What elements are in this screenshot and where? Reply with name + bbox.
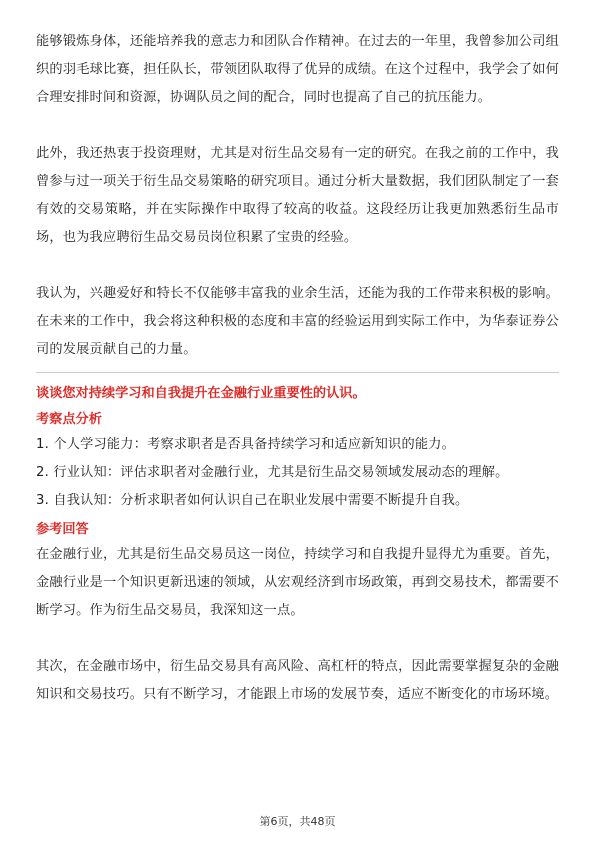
analysis-title: 考察点分析	[36, 412, 102, 427]
answer-paragraph: 其次，在金融市场中，衍生品交易具有高风险、高杠杆的特点，因此需要掌握复杂的金融知识和交易技巧。只有不断学习，才能跟上市场的发展节奏，适应不断变化的市场环境。	[36, 659, 559, 702]
page-footer: 第6页，共48页	[259, 815, 336, 828]
interview-question: 谈谈您对持续学习和自我提升在金融行业重要性的认识。	[36, 386, 366, 401]
paragraph-gap	[36, 252, 559, 280]
analysis-point: 2. 行业认知：评估求职者对金融行业，尤其是衍生品交易领域发展动态的理解。	[36, 465, 509, 480]
paragraph-gap	[36, 112, 559, 140]
analysis-point: 3. 自我认知：分析求职者如何认识自己在职业发展中需要不断提升自我。	[36, 493, 469, 508]
paragraph-gap	[36, 625, 559, 653]
answer-title: 参考回答	[36, 522, 89, 537]
analysis-point: 1. 个人学习能力：考察求职者是否具备持续学习和适应新知识的能力。	[36, 437, 455, 452]
body-paragraph: 我认为，兴趣爱好和特长不仅能够丰富我的业余生活，还能为我的工作带来积极的影响。在未来的工作中，我会将这种积极的态度和丰富的经验运用到实际工作中，为华泰证券公司的发展贡献自己的力量。	[36, 286, 559, 357]
document-page	[36, 28, 559, 709]
body-paragraph: 能够锻炼身体，还能培养我的意志力和团队合作精神。在过去的一年里，我曾参加公司组织的羽毛球比赛，担任队长，带领团队取得了优异的成绩。在这个过程中，我学会了如何合理安排时间和资源，协调队员之间的配合，同时也提高了自己的抗压能力。	[36, 34, 559, 105]
section-divider	[36, 372, 559, 373]
answer-paragraph: 在金融行业，尤其是衍生品交易员这一岗位，持续学习和自我提升显得尤为重要。首先，金融行业是一个知识更新迅速的领域，从宏观经济到市场政策，再到交易技术，都需要不断学习。作为衍生品交易员，我深知这一点。	[36, 547, 559, 618]
body-paragraph: 此外，我还热衷于投资理财，尤其是对衍生品交易有一定的研究。在我之前的工作中，我曾参与过一项关于衍生品交易策略的研究项目。通过分析大量数据，我们团队制定了一套有效的交易策略，并在实际操作中取得了较高的收益。这段经历让我更加熟悉衍生品市场，也为我应聘衍生品交易员岗位积累了宝贵的经验。	[36, 146, 559, 245]
